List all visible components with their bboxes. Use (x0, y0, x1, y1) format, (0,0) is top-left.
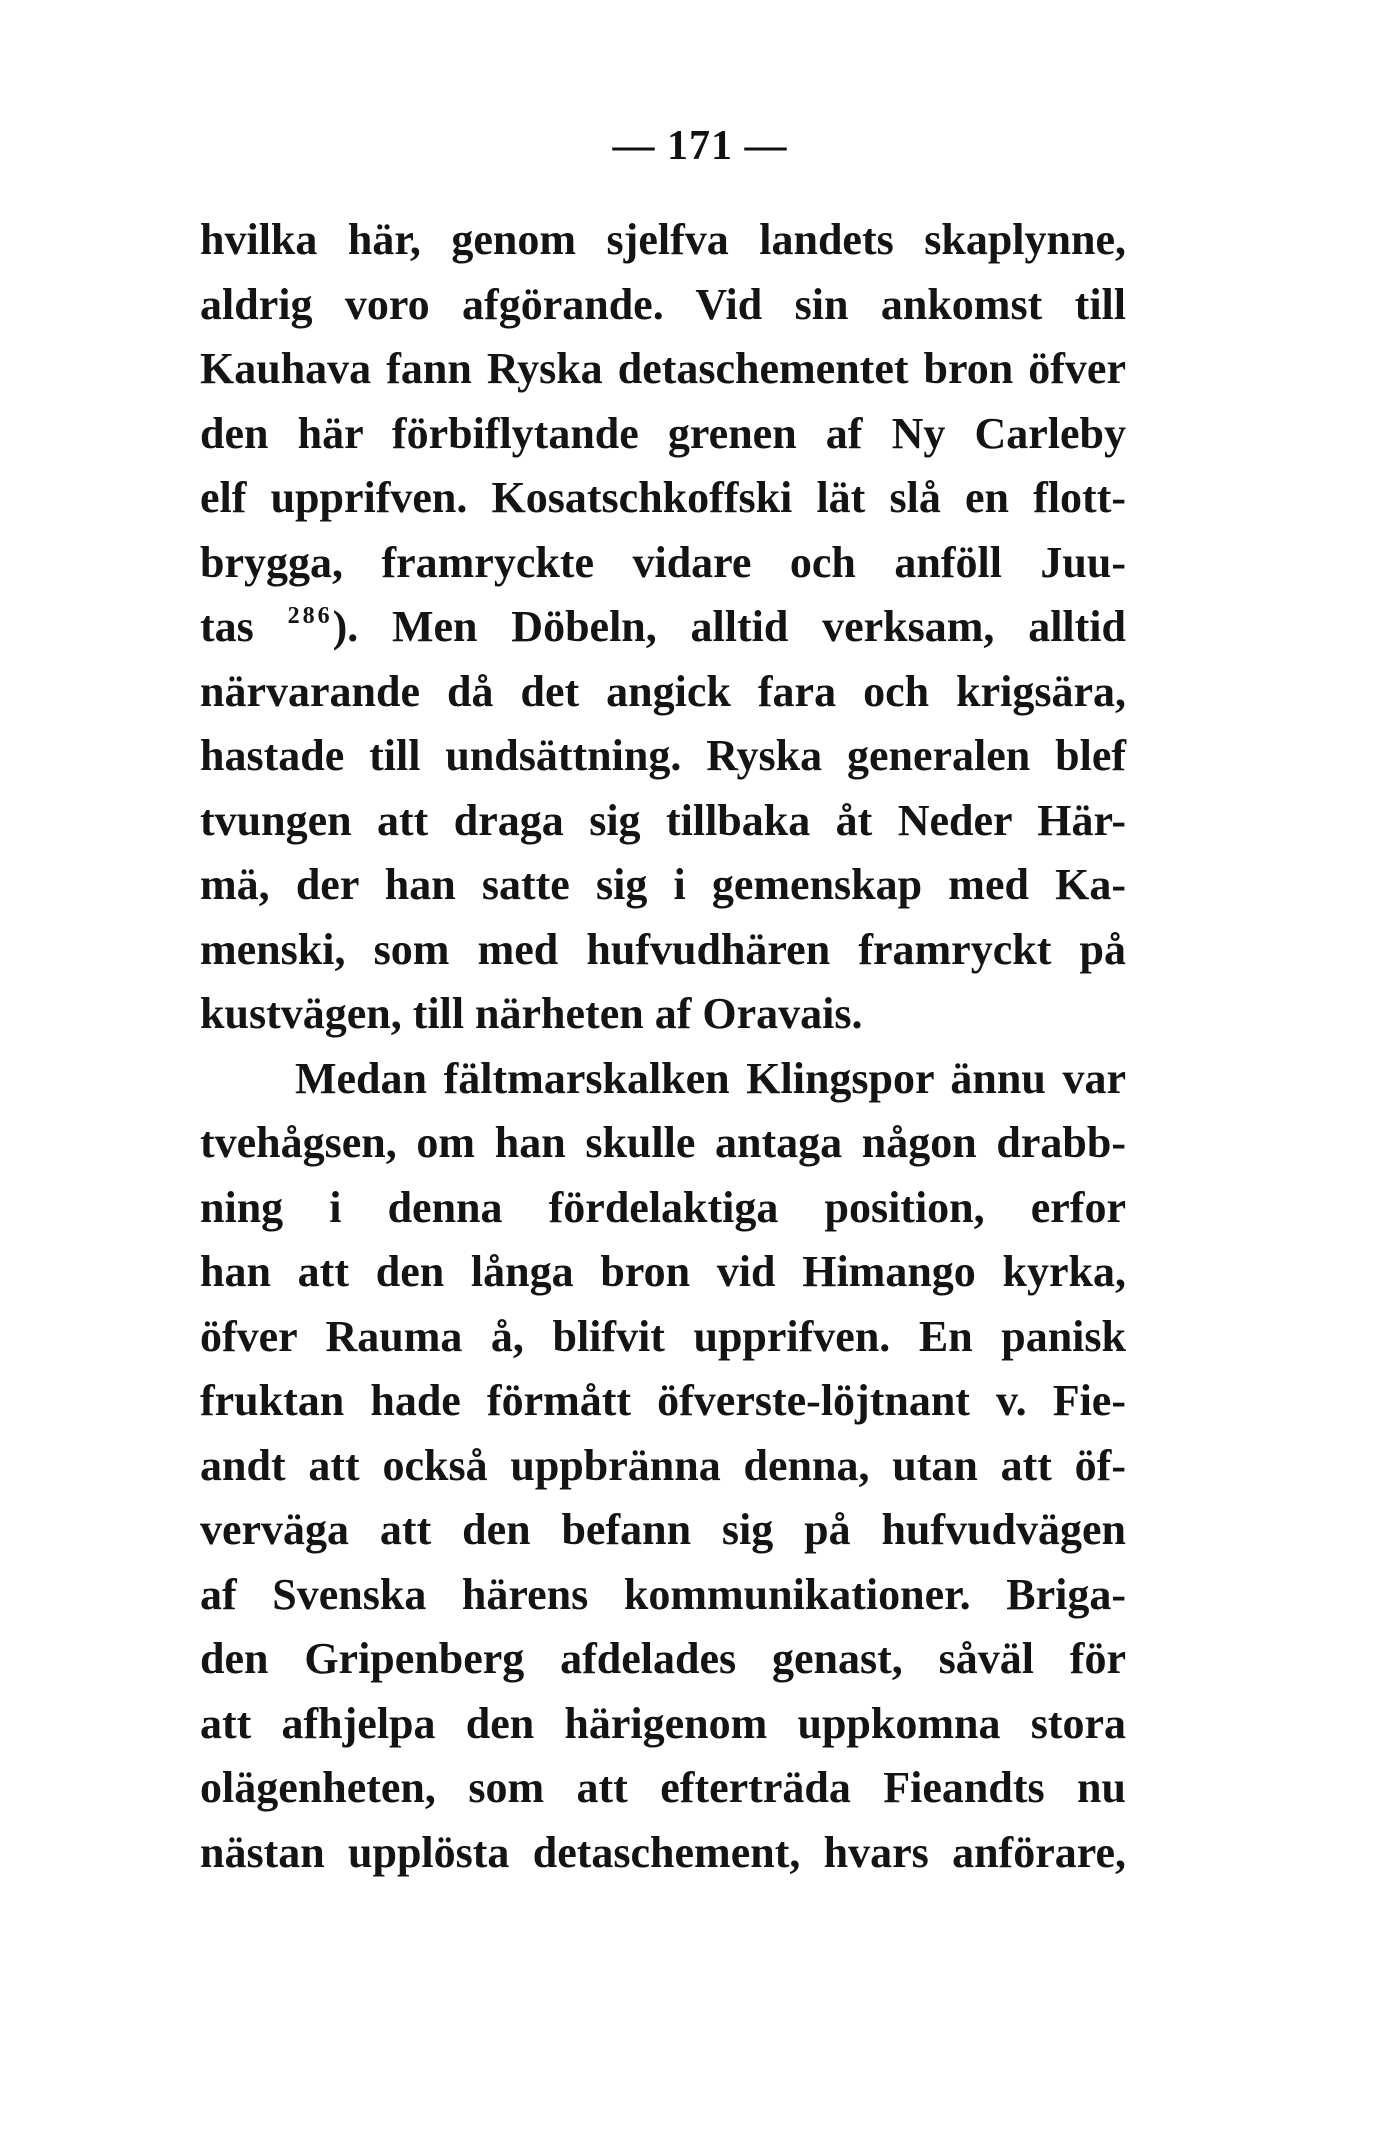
text-line: verväga att den befann sig på hufvudvägen (200, 1505, 1126, 1554)
text-line: nästan upplösta detaschement, hvars anförare, (200, 1827, 1126, 1877)
text-line: hvilka här, genom sjelfva landets skaplynne, (200, 215, 1126, 264)
text-line: hastade till undsättning. Ryska generalen blef (200, 731, 1126, 780)
page-number: — 171 — (612, 123, 788, 169)
text-line: aldrig voro afgörande. Vid sin ankomst till (200, 279, 1126, 329)
text-line: närvarande då det angick fara och krigsära, (200, 666, 1126, 716)
text-line: den här förbiflytande grenen af Ny Carleby (200, 408, 1126, 458)
text-line: brygga, framryckte vidare och anföll Juu- (200, 537, 1126, 587)
text-line: af Svenska härens kommunikationer. Briga- (200, 1569, 1126, 1619)
footnote-reference: 286 (287, 603, 333, 629)
text-line: mä, der han satte sig i gemenskap med Ka- (200, 860, 1126, 909)
text-line: tvungen att draga sig tillbaka åt Neder Här- (200, 795, 1126, 845)
text-line: andt att också uppbränna denna, utan att öf- (200, 1440, 1126, 1490)
text-line: öfver Rauma å, blifvit upprifven. En panisk (200, 1311, 1126, 1361)
text-segment: tas (200, 602, 288, 651)
text-line: den Gripenberg afdelades genast, såväl för (200, 1634, 1126, 1683)
text-line: ning i denna fördelaktiga position, erfor (200, 1182, 1126, 1232)
text-line: han att den långa bron vid Himango kyrka, (200, 1247, 1126, 1296)
text-line: elf upprifven. Kosatschkoffski lät slå en flott- (200, 473, 1126, 522)
text-line: olägenheten, som att efterträda Fieandts nu (200, 1763, 1126, 1812)
text-line: Medan fältmarskalken Klingspor ännu var (295, 1053, 1126, 1103)
text-line: Kauhava fann Ryska detaschementet bron öfver (200, 344, 1126, 393)
text-line-with-footnote (200, 595, 1126, 660)
body-text (200, 208, 1126, 1885)
text-line: fruktan hade förmått öfverste-löjtnant v. Fie- (200, 1376, 1126, 1425)
text-segment: ). Men Döbeln, alltid verksam, alltid (332, 602, 1126, 651)
text-line: menski, som med hufvudhären framryckt på (200, 924, 1126, 974)
text-line: tvehågsen, om han skulle antaga någon drabb- (200, 1118, 1126, 1167)
text-line: kustvägen, till närheten af Oravais. (200, 989, 863, 1038)
text-line: att afhjelpa den härigenom uppkomna stora (200, 1698, 1126, 1748)
